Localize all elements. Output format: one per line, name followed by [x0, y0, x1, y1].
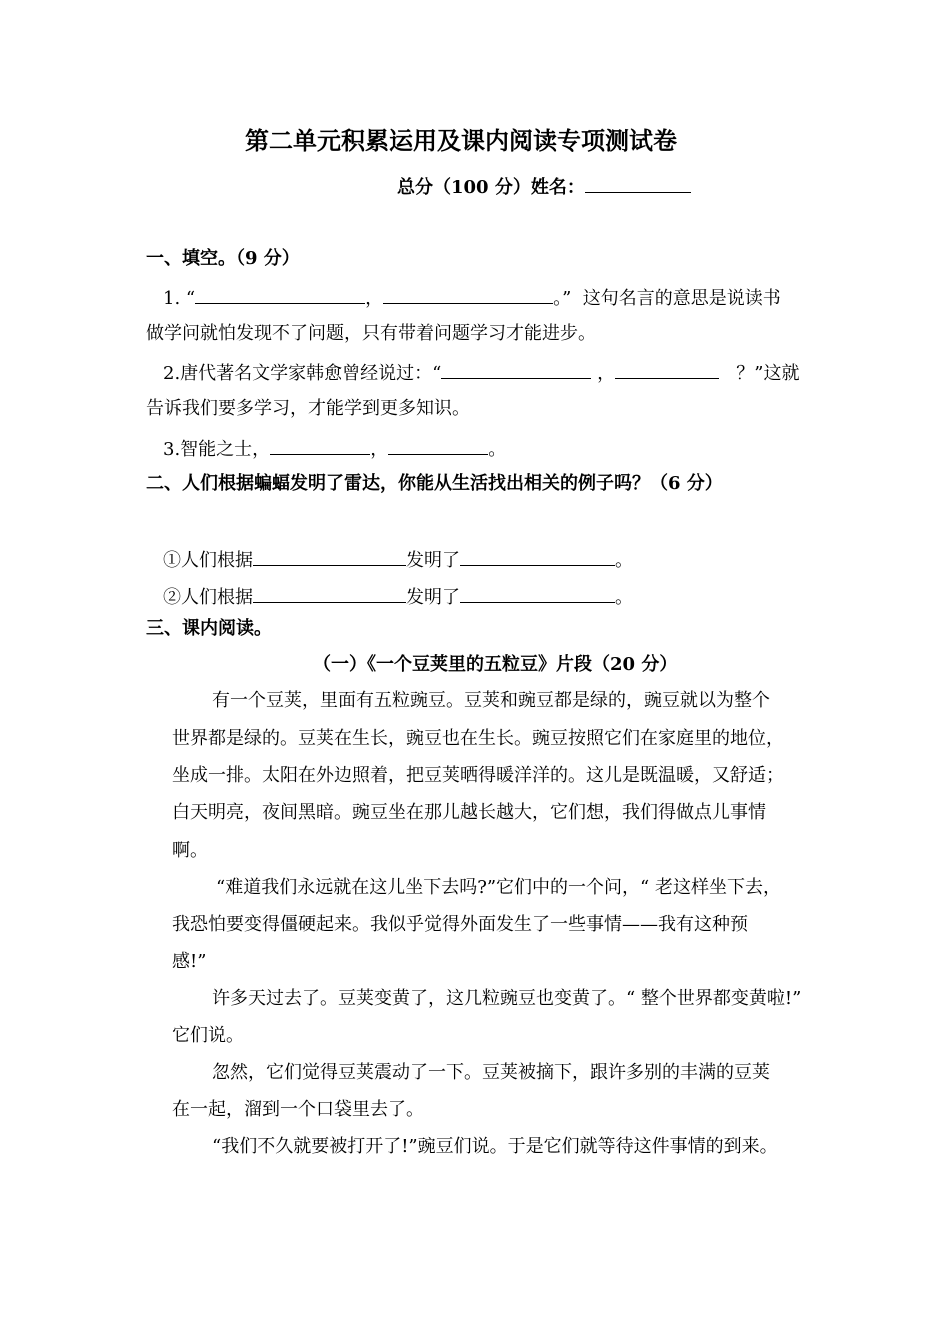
item2-blank-1[interactable]: [253, 584, 406, 603]
subtitle-text: 总分（100 分）姓名：: [397, 177, 585, 198]
reading-passage-title: （一）《一个豆荚里的五粒豆》片段（20 分）: [313, 654, 678, 675]
section2-heading: 二、人们根据蝙蝠发明了雷达，你能从生活找出相关的例子吗？（6 分）: [146, 473, 723, 494]
item2-suffix: 。: [615, 587, 633, 608]
passage-line: 有一个豆荚，里面有五粒豌豆。豆荚和豌豆都是绿的，豌豆就以为整个: [212, 690, 770, 711]
passage-line: 啊。: [172, 840, 208, 861]
q1-mid: ，: [365, 288, 384, 309]
item2-blank-2[interactable]: [460, 584, 615, 603]
q2-suffix: ？”这就: [736, 363, 800, 384]
passage-line: 在一起，溜到一个口袋里去了。: [172, 1099, 424, 1120]
passage-line: 感!”: [172, 951, 207, 972]
q3-mid: ，: [370, 439, 389, 460]
item2-prefix: ②人们根据: [163, 587, 253, 608]
section3-heading: 三、课内阅读。: [146, 618, 272, 639]
page-title: 第二单元积累运用及课内阅读专项测试卷: [245, 126, 677, 155]
name-blank[interactable]: [585, 174, 691, 193]
item1-blank-2[interactable]: [460, 547, 615, 566]
passage-line: 世界都是绿的。豆荚在生长，豌豆也在生长。豌豆按照它们在家庭里的地位，: [172, 728, 784, 749]
question-2-line2: 告诉我们要多学习，才能学到更多知识。: [146, 398, 470, 419]
item1-suffix: 。: [615, 550, 633, 571]
passage-line: 忽然，它们觉得豆荚震动了一下。豆荚被摘下，跟许多别的丰满的豆荚: [212, 1062, 770, 1083]
question-1-line1: [163, 285, 781, 311]
item1-blank-1[interactable]: [253, 547, 406, 566]
question-1-line2: 做学问就怕发现不了问题，只有带着问题学习才能进步。: [146, 323, 596, 344]
passage-line: “我们不久就要被打开了!”豌豆们说。于是它们就等待这件事情的到来。: [212, 1136, 778, 1157]
q2-blank-2[interactable]: [615, 360, 719, 379]
passage-line: 坐成一排。太阳在外边照着，把豆荚晒得暖洋洋的。这儿是既温暖，又舒适；: [172, 765, 784, 786]
q3-suffix: 。: [488, 439, 507, 460]
q3-blank-1[interactable]: [270, 436, 370, 455]
section2-item-1: [163, 547, 633, 573]
q1-after: 这句名言的意思是说读书: [582, 288, 781, 309]
subtitle: [397, 174, 691, 200]
q1-blank-1[interactable]: [195, 285, 365, 304]
q3-prefix: 3.智能之士，: [163, 439, 271, 460]
passage-line: 我恐怕要变得僵硬起来。我似乎觉得外面发生了一些事情——我有这种预: [172, 914, 748, 935]
q3-blank-2[interactable]: [388, 436, 488, 455]
item1-mid: 发明了: [406, 550, 460, 571]
q2-mid: ，: [597, 363, 616, 384]
q2-blank-1[interactable]: [441, 360, 591, 379]
item2-mid: 发明了: [406, 587, 460, 608]
question-3: [163, 436, 506, 462]
q1-prefix: 1. “: [163, 288, 196, 309]
item1-prefix: ①人们根据: [163, 550, 253, 571]
question-2-line1: [163, 360, 799, 386]
q1-blank-2[interactable]: [383, 285, 553, 304]
q2-prefix: 2.唐代著名文学家韩愈曾经说过：“: [163, 363, 442, 384]
q1-suffix: 。”: [553, 288, 572, 309]
passage-line: 它们说。: [172, 1025, 244, 1046]
passage-line: 许多天过去了。豆荚变黄了，这几粒豌豆也变黄了。“ 整个世界都变黄啦!”: [212, 988, 802, 1009]
passage-line: 白天明亮，夜间黑暗。豌豆坐在那儿越长越大，它们想，我们得做点儿事情: [172, 802, 766, 823]
section2-item-2: [163, 584, 633, 610]
section1-heading: 一、填空。（9 分）: [146, 248, 300, 269]
passage-line: “难道我们永远就在这儿坐下去吗?”它们中的一个问，“ 老这样坐下去，: [216, 877, 781, 898]
